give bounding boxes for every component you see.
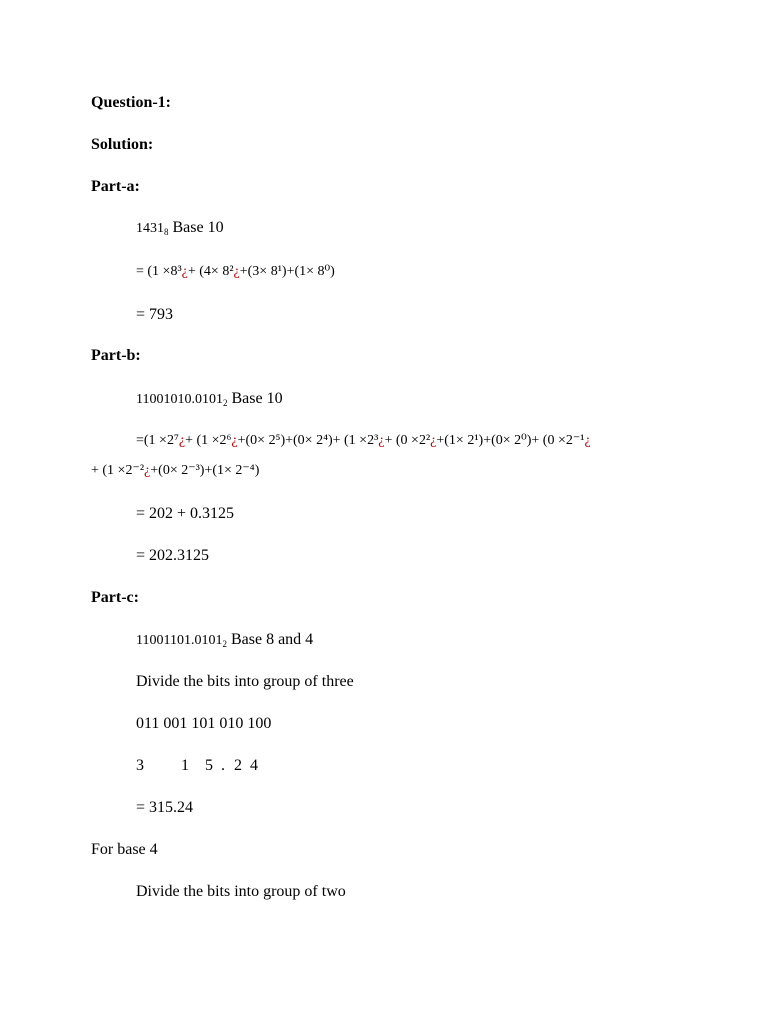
inverted-question-glyph: ¿	[378, 433, 385, 448]
question-heading: Question-1:	[91, 94, 171, 111]
part-a-problem	[136, 218, 224, 239]
part-b-expansion-line2: + (1 ×2⁻²¿+(0× 2⁻³)+(1× 2⁻⁴)	[91, 463, 260, 478]
part-c-target: Base 8 and 4	[226, 631, 314, 648]
part-c-instruction-two: Divide the bits into group of two	[136, 883, 346, 900]
inverted-question-glyph: ¿	[181, 264, 188, 279]
inverted-question-glyph: ¿	[144, 463, 151, 478]
part-b-heading: Part-b:	[91, 347, 141, 364]
part-c-number: 11001101.0101	[136, 633, 223, 648]
part-a-heading: Part-a:	[91, 178, 140, 195]
part-c-octal-digits	[0, 756, 768, 776]
part-c-result: = 315.24	[136, 799, 194, 816]
inverted-question-glyph: ¿	[231, 433, 238, 448]
part-c-instruction-three: Divide the bits into group of three	[136, 673, 354, 690]
part-c-bit-groups: 011 001 101 010 100	[136, 715, 272, 732]
base4-label: For base 4	[91, 841, 158, 858]
part-a-result: = 793	[136, 306, 174, 323]
octal-digit: 1	[181, 757, 189, 774]
part-a-base-sub: 8	[164, 227, 169, 237]
inverted-question-glyph: ¿	[178, 433, 186, 448]
octal-digit: 2	[234, 757, 242, 774]
octal-digit: 5	[205, 757, 213, 774]
part-b-problem	[136, 389, 283, 410]
inverted-question-glyph: ¿	[584, 433, 591, 448]
part-b-number: 11001010.0101	[136, 392, 223, 407]
part-b-expansion-line1: =(1 ×2⁷¿+ (1 ×2⁶¿+(0× 2⁵)+(0× 2⁴)+ (1 ×2³¿+ (0 ×2²¿+(1× 2¹)+(0× 2⁰)+ (0 ×2⁻¹¿	[136, 433, 591, 448]
inverted-question-glyph: ¿	[233, 264, 240, 279]
part-a-target: Base 10	[168, 219, 224, 236]
part-c-heading: Part-c:	[91, 589, 139, 606]
part-b-result-2: = 202.3125	[136, 547, 210, 564]
part-b-result-1: = 202 + 0.3125	[136, 505, 235, 522]
inverted-question-glyph: ¿	[430, 433, 437, 448]
part-b-target: Base 10	[227, 390, 283, 407]
part-c-problem	[136, 630, 313, 651]
part-b-base-sub: 2	[222, 398, 228, 408]
solution-heading: Solution:	[91, 136, 154, 153]
octal-digit: 4	[250, 757, 258, 774]
part-a-expansion: = (1 ×8³¿+ (4× 8²¿+(3× 8¹)+(1× 8⁰)	[136, 264, 335, 279]
octal-digit: 3	[136, 757, 144, 774]
octal-point: .	[221, 757, 225, 774]
part-c-base-sub: 2	[222, 639, 227, 649]
part-a-number: 1431	[136, 221, 164, 236]
